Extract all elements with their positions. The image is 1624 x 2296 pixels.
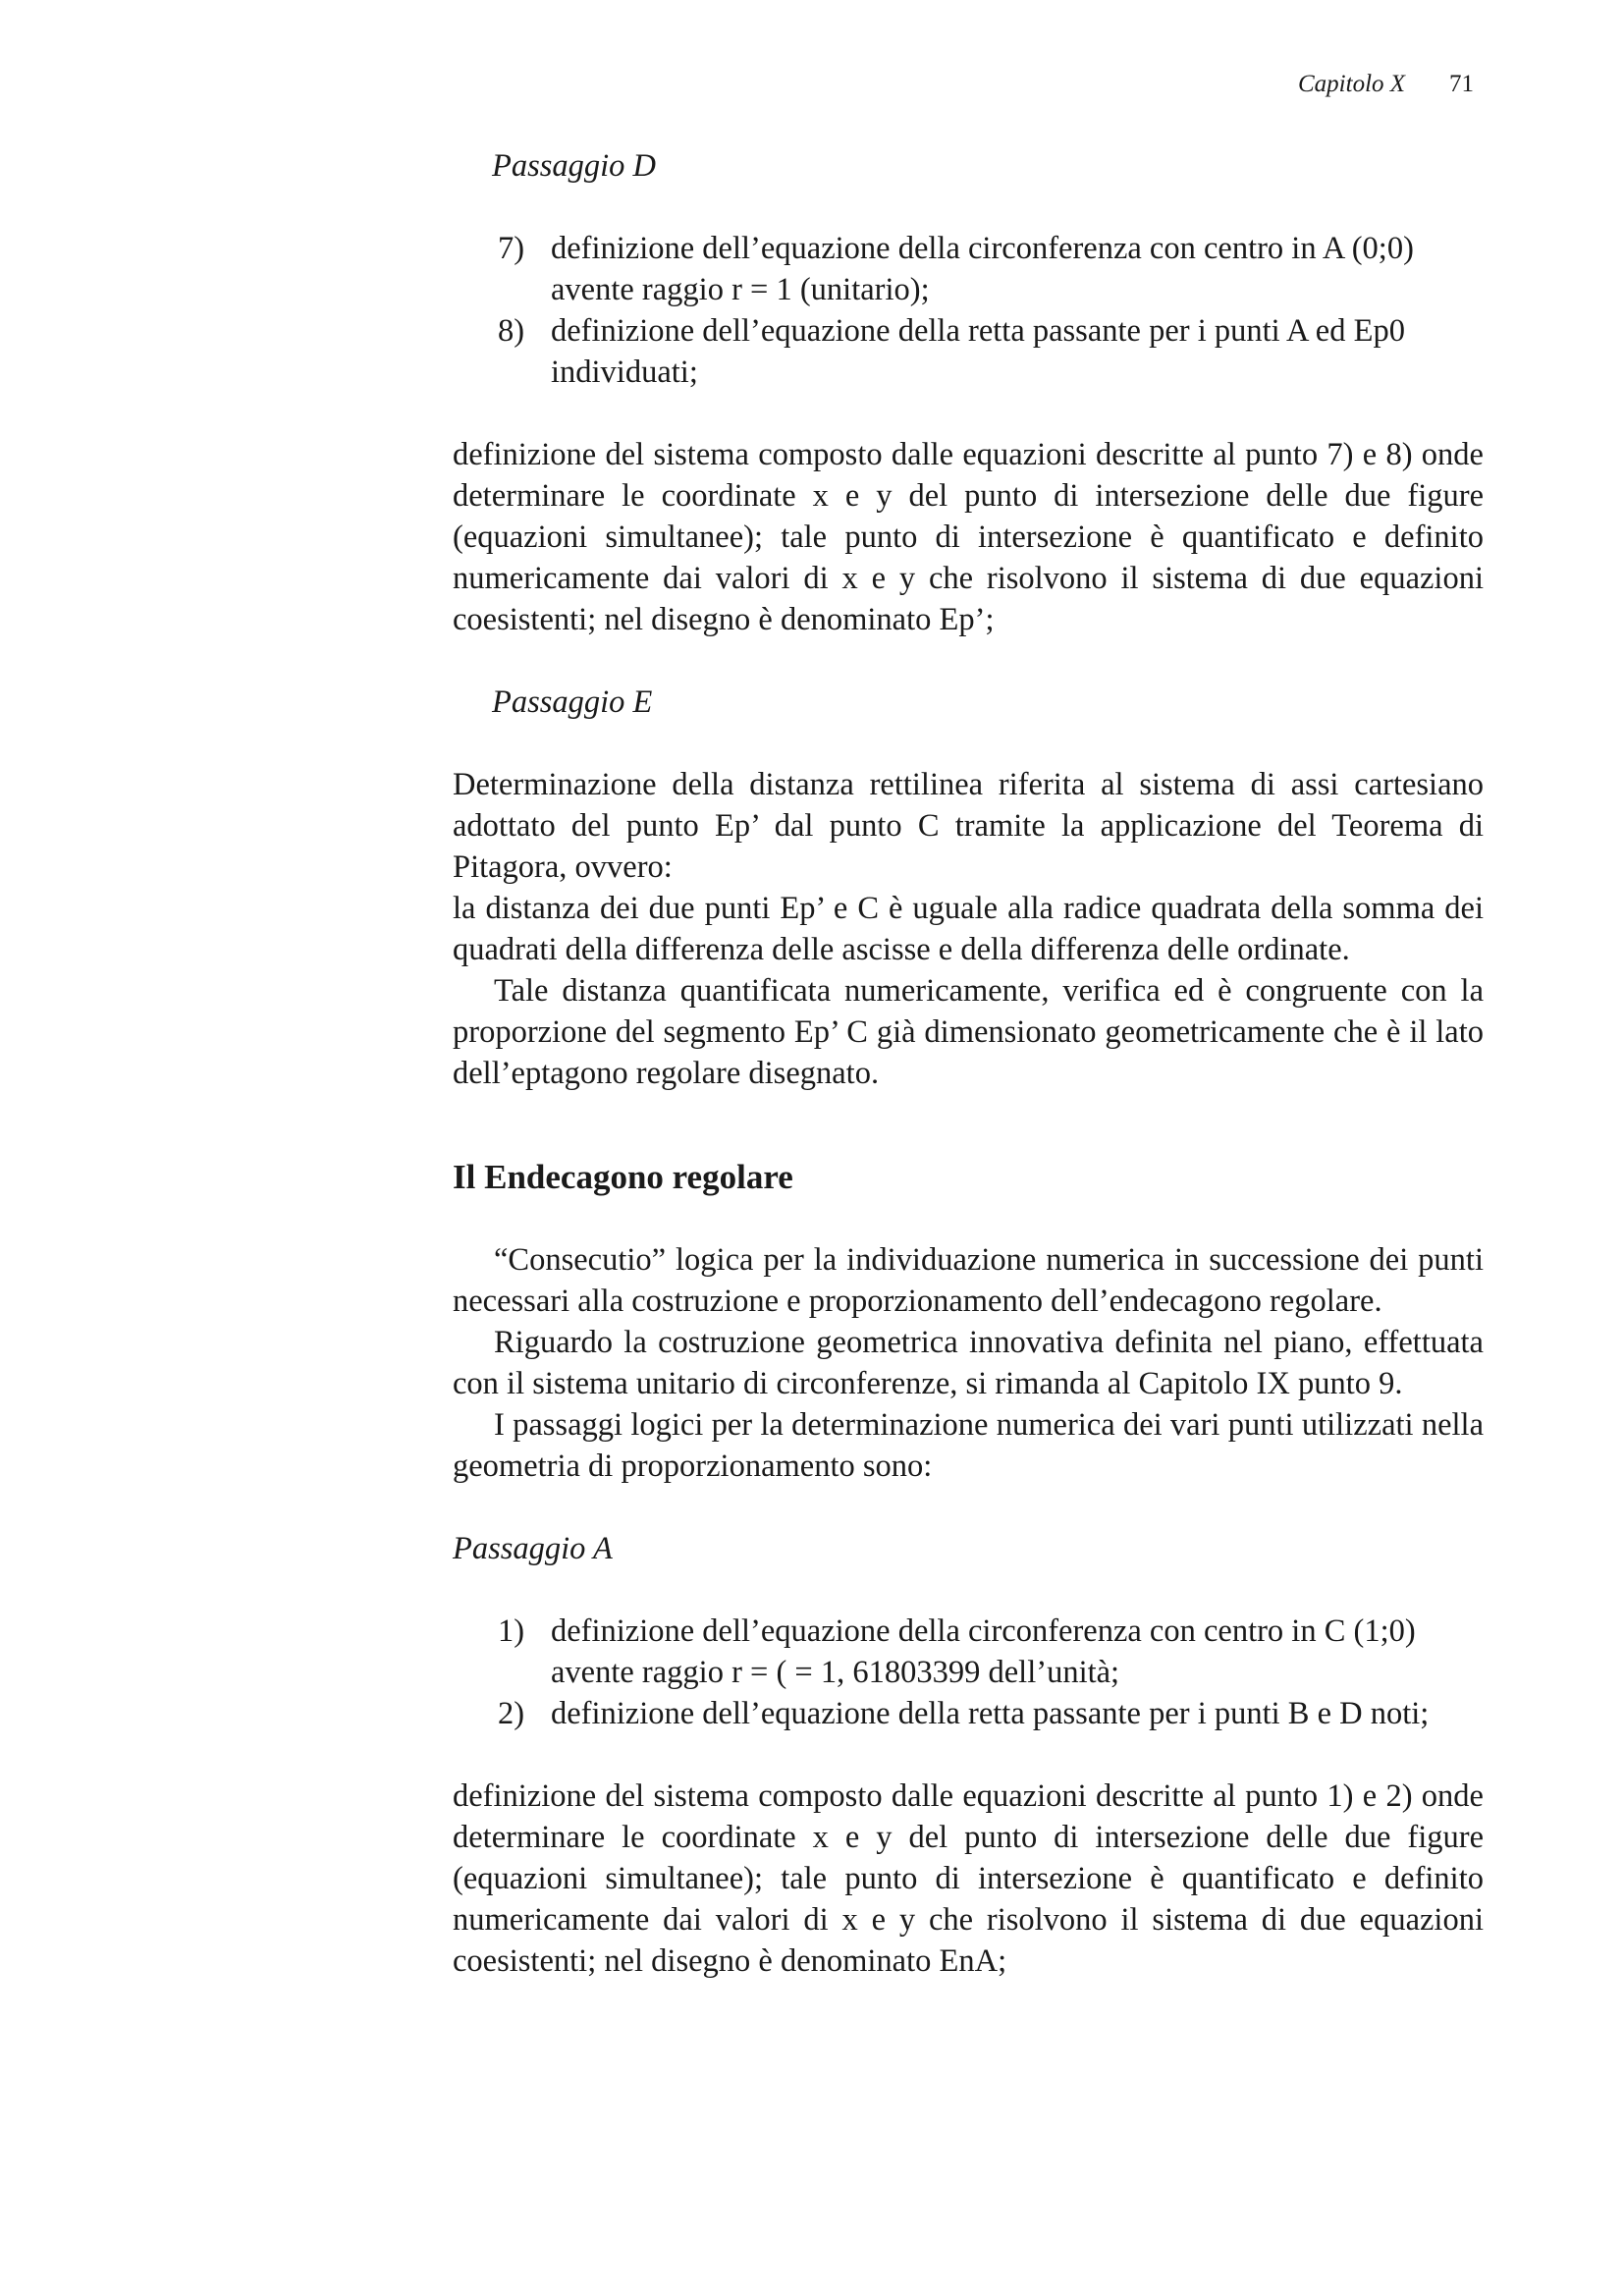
list-item [453, 1693, 1484, 1734]
numbered-list-section [453, 1611, 1484, 1734]
spacer [453, 723, 1484, 764]
step-heading-d: Passaggio D [492, 148, 657, 184]
spacer [453, 640, 1484, 682]
paragraph-distance-definition: la distanza dei due punti Ep’ e C è uguale alla radice quadrata della somma dei quadrati della differenza delle ascisse e della differenza delle ordinate. [453, 891, 1484, 967]
chapter-title: Capitolo X [1298, 71, 1406, 97]
spacer [453, 1487, 1484, 1528]
paragraph-consecutio: “Consecutio” logica per la individuazione numerica in successione dei punti necessari alla costruzione e proporzionamento dell’endecagono regolare. [453, 1242, 1484, 1319]
running-head [1267, 71, 1483, 110]
paragraph-distance: Determinazione della distanza rettilinea riferita al sistema di assi cartesiano adottato del punto Ep’ dal punto C tramite la applicazione del Teorema di Pitagora, ovvero: [453, 767, 1484, 885]
paragraph-steps-intro: I passaggi logici per la determinazione numerica dei vari punti utilizzati nella geometria di proporzionamento sono: [453, 1407, 1484, 1484]
list-item [453, 228, 1484, 310]
spacer [453, 187, 1484, 228]
list-item [453, 1611, 1484, 1693]
page-number: 71 [1449, 71, 1474, 97]
spacer [453, 1094, 1484, 1157]
list-item-label: 1) [498, 1613, 525, 1649]
spacer [453, 1734, 1484, 1776]
paragraph-system: definizione del sistema composto dalle equazioni descritte al punto 7) e 8) onde determinare le coordinate x e y del punto di intersezione delle due figure (equazioni simultanee); tale punto di intersezione è quantificato e definito numericamente dai valori di x e y che risolvono il sistema di due equazioni coesistenti; nel disegno è denominato Ep’; [453, 437, 1484, 637]
list-item-text: definizione dell’equazione della retta passante per i punti B e D noti; [551, 1696, 1430, 1731]
numbered-list-top [453, 228, 1484, 393]
spacer [453, 393, 1484, 434]
list-item-label: 7) [498, 231, 525, 266]
list-item-label: 8) [498, 313, 525, 349]
paragraph-system-section: definizione del sistema composto dalle equazioni descritte al punto 1) e 2) onde determinare le coordinate x e y del punto di intersezione delle due figure (equazioni simultanee); tale punto di intersezione è quantificato e definito numericamente dai valori di x e y che risolvono il sistema di due equazioni coesistenti; nel disegno è denominato EnA; [453, 1778, 1484, 1979]
step-heading-a: Passaggio A [453, 1531, 613, 1566]
step-heading-e: Passaggio E [492, 684, 653, 720]
body-text [453, 145, 1484, 1982]
list-item-text: definizione dell’equazione della retta passante per i punti A ed Ep0 individuati; [551, 313, 1405, 390]
paragraph-distance-verification: Tale distanza quantificata numericamente, verifica ed è congruente con la proporzione del segmento Ep’ C già dimensionato geometricamente che è il lato dell’eptagono regolare disegnato. [453, 973, 1484, 1091]
list-item-text: definizione dell’equazione della circonferenza con centro in C (1;0) avente raggio r = ( = 1, 61803399 dell’unità; [551, 1613, 1416, 1690]
list-item [453, 310, 1484, 393]
list-item-label: 2) [498, 1696, 525, 1731]
section-heading: Il Endecagono regolare [453, 1158, 793, 1196]
spacer [453, 1198, 1484, 1239]
list-item-text: definizione dell’equazione della circonferenza con centro in A (0;0) avente raggio r = 1 (unitario); [551, 231, 1414, 307]
paragraph-construction: Riguardo la costruzione geometrica innovativa definita nel piano, effettuata con il sistema unitario di circonferenze, si rimanda al Capitolo IX punto 9. [453, 1325, 1484, 1401]
spacer [453, 1569, 1484, 1611]
